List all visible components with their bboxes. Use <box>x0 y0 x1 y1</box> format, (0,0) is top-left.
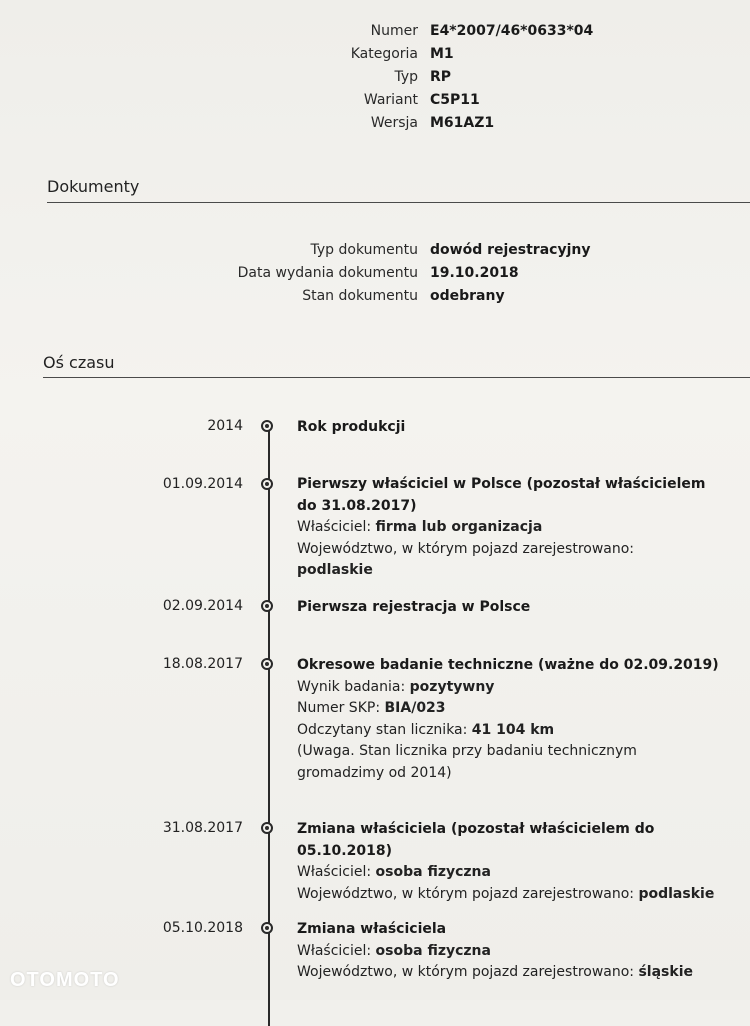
timeline-event-title: Zmiana właściciela <box>297 921 447 937</box>
timeline-event-title: Okresowe badanie techniczne (ważne do 02.09.2019) <box>297 657 719 673</box>
timeline-event-title: Rok produkcji <box>297 419 406 435</box>
timeline-dot-icon <box>261 822 273 834</box>
timeline-event-detail: Województwo, w którym pojazd zarejestrowano: podlaskie <box>297 885 715 902</box>
timeline-heading: Oś czasu <box>43 353 115 372</box>
vehicle-value: M61AZ1 <box>430 115 495 131</box>
vehicle-value: E4*2007/46*0633*04 <box>430 23 594 39</box>
document-value: 19.10.2018 <box>430 265 519 281</box>
timeline-event-detail: Właściciel: osoba fizyczna <box>297 942 491 959</box>
timeline-date: 18.08.2017 <box>162 656 243 672</box>
timeline-event <box>297 597 717 619</box>
vehicle-label: Wersja <box>370 115 418 131</box>
timeline-date: 31.08.2017 <box>162 820 243 836</box>
timeline-event <box>297 417 717 439</box>
otomoto-watermark: OTOMOTO <box>10 969 120 991</box>
vehicle-value: RP <box>430 69 452 85</box>
vehicle-label: Typ <box>394 69 418 85</box>
document-value: odebrany <box>430 288 505 304</box>
vehicle-label: Kategoria <box>350 46 418 62</box>
vehicle-label: Wariant <box>363 92 418 108</box>
document-label: Stan dokumentu <box>302 288 418 304</box>
timeline-dot-icon <box>261 922 273 934</box>
timeline-event <box>297 919 737 984</box>
timeline-event-title: Zmiana właściciela (pozostał właścicielem do 05.10.2018) <box>297 821 655 859</box>
timeline-event-note: (Uwaga. Stan licznika przy badaniu technicznym gromadzimy od 2014) <box>297 743 637 781</box>
timeline-event-detail: Właściciel: osoba fizyczna <box>297 864 491 880</box>
timeline-event-title: Pierwsza rejestracja w Polsce <box>297 599 531 615</box>
timeline-divider <box>43 377 750 378</box>
documents-divider <box>47 202 750 203</box>
document-value: dowód rejestracyjny <box>430 242 591 258</box>
vehicle-value: C5P11 <box>430 92 480 108</box>
document-label: Data wydania dokumentu <box>237 265 418 281</box>
document-labels <box>0 239 418 308</box>
timeline-dot-icon <box>261 658 273 670</box>
timeline-event-detail: Odczytany stan licznika: 41 104 km <box>297 721 555 738</box>
timeline-line <box>268 426 270 1026</box>
timeline-dot-icon <box>261 420 273 432</box>
vehicle-labels <box>0 20 418 135</box>
timeline-event <box>297 819 737 905</box>
timeline-event-detail: Wynik badania: pozytywny <box>297 678 495 695</box>
timeline-event-detail: Województwo, w którym pojazd zarejestrowano: podlaskie <box>297 540 635 578</box>
timeline-event-detail: Województwo, w którym pojazd zarejestrowano: śląskie <box>297 964 693 980</box>
timeline-event-detail: Właściciel: firma lub organizacja <box>297 519 543 535</box>
vehicle-value: M1 <box>430 46 454 62</box>
timeline-event <box>297 474 707 582</box>
document-label: Typ dokumentu <box>310 242 418 258</box>
timeline-date: 01.09.2014 <box>162 476 243 492</box>
documents-heading: Dokumenty <box>47 177 140 196</box>
timeline-event-detail: Numer SKP: BIA/023 <box>297 700 446 716</box>
timeline-event <box>297 655 722 784</box>
timeline-event-title: Pierwszy właściciel w Polsce (pozostał właścicielem do 31.08.2017) <box>297 476 706 514</box>
timeline-date: 05.10.2018 <box>162 920 243 936</box>
timeline-date: 02.09.2014 <box>162 598 243 614</box>
vehicle-label: Numer <box>370 23 418 39</box>
timeline-dot-icon <box>261 478 273 490</box>
timeline-date: 2014 <box>207 418 243 434</box>
timeline-dot-icon <box>261 600 273 612</box>
